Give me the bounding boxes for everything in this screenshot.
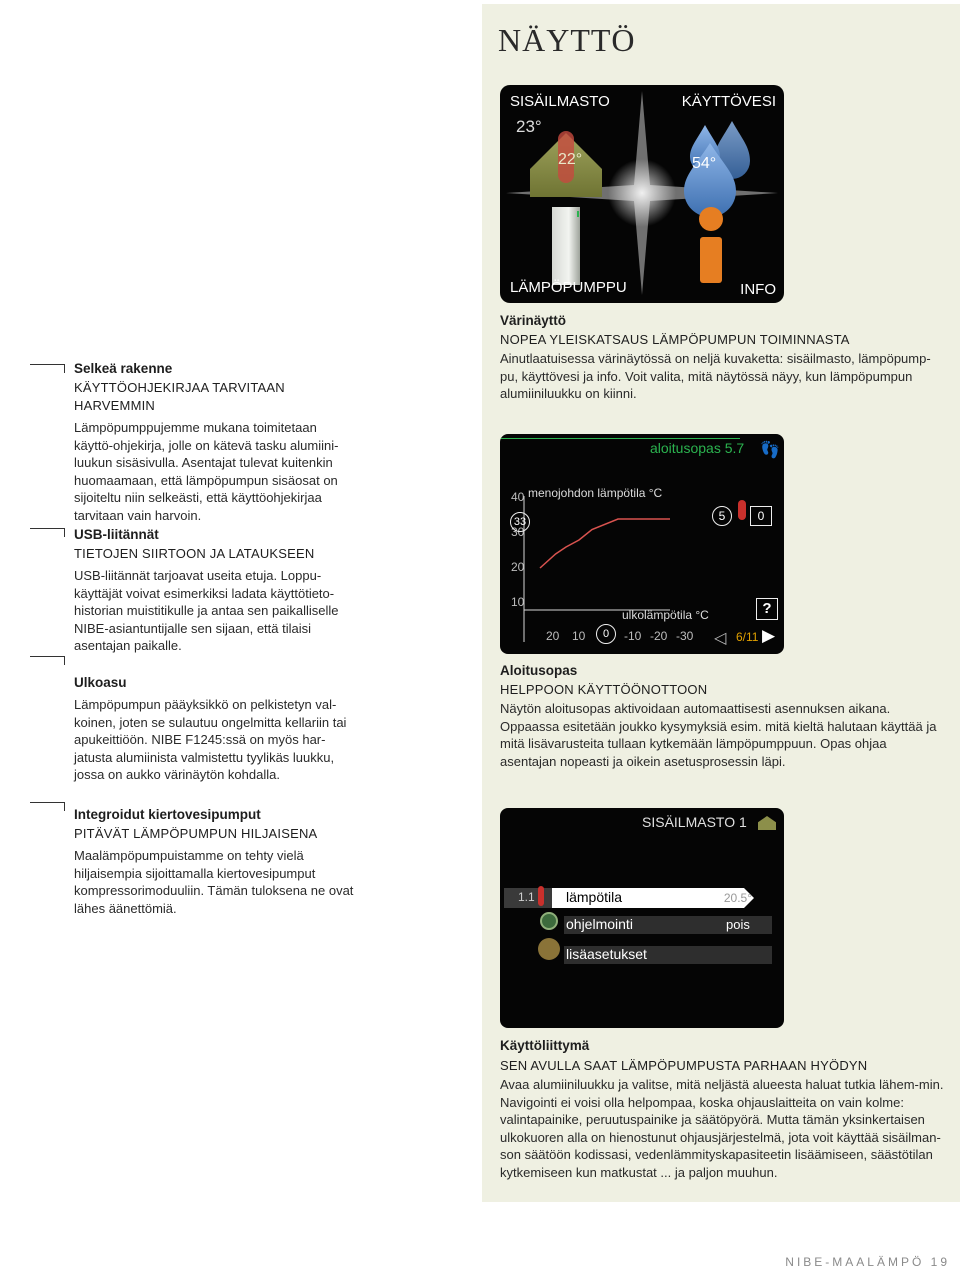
thermometer-icon (738, 500, 746, 520)
menu-item-advanced[interactable] (564, 946, 772, 964)
menu-title: SISÄILMASTO 1 (642, 814, 747, 830)
house-icon (758, 816, 776, 830)
menu-item-label: lisäasetukset (566, 946, 647, 962)
info-icon (699, 207, 723, 283)
section-heading: Käyttöliittymä (500, 1038, 590, 1053)
guide-title: aloitusopas 5.7 (650, 440, 745, 456)
menu-item-value: pois (726, 917, 750, 932)
section-body: Lämpöpumpun pääyksikkö on pelkistetyn val-koinen, joten se sulautuu ongelmitta kellariin tai apukeittiöön. NIBE F1245:ssä on myös har-jatusta alumiinista valmistettu tyylikäs luukku, jossa on aukko värinäytön kohdalla. (74, 697, 347, 782)
section-heading: Selkeä rakenne (74, 361, 173, 376)
section-subheading: NOPEA YLEISKATSAUS LÄMPÖPUMPUN TOIMINNASTA (500, 332, 850, 347)
section-circulation-pumps (74, 806, 354, 917)
bracket-line (30, 802, 65, 811)
section-usb (74, 526, 354, 655)
clock-icon (540, 912, 558, 930)
x-tick-label: 20 (546, 629, 560, 643)
section-body: USB-liitännät tarjoavat useita etuja. Loppu-käyttäjät voivat esimerkiksi ladata käyttötieto-historian muistitikulle ja antaa sen paikalliselle NIBE-asiantuntijalle sen sijaan, että tilaisi asentajan paikalle. (74, 568, 339, 653)
section-subheading: SEN AVULLA SAAT LÄMPÖPUMPUSTA PARHAAN HYÖDYN (500, 1058, 868, 1073)
back-arrow-icon[interactable]: ◁ (714, 630, 727, 647)
x-tick-label: -20 (650, 629, 668, 643)
advanced-settings-icon (538, 938, 560, 960)
section-heading: Aloitusopas (500, 663, 578, 678)
section-subheading: PITÄVÄT LÄMPÖPUMPUN HILJAISENA (74, 826, 318, 841)
section-appearance (74, 674, 354, 784)
x-tick-label: 10 (572, 629, 586, 643)
help-button[interactable]: ? (756, 598, 778, 620)
section-heading: Integroidut kiertovesipumput (74, 807, 261, 822)
section-body: Ainutlaatuisessa värinäytössä on neljä kuvaketta: sisäilmasto, lämpöpump-pu, käyttövesi ja info. Voit valita, mitä näytössä näyy, kun lämpöpumpun alumiiniluukku on kiinni. (500, 351, 931, 401)
menu-item-label: ohjelmointi (566, 916, 633, 932)
x-tick-label: -10 (624, 629, 642, 643)
curve-value[interactable]: 5 (712, 506, 732, 526)
page-footer: NIBE-MAALÄMPÖ 19 (785, 1255, 950, 1269)
menu-number: 1.1 (518, 890, 535, 904)
y-tick-label: 40 (511, 490, 525, 504)
heat-pump-icon (552, 207, 580, 285)
menu-item-temperature[interactable] (564, 888, 756, 908)
section-clear-structure (74, 360, 354, 524)
heating-curve-line (540, 519, 670, 568)
bracket-line (30, 528, 65, 537)
section-heading: USB-liitännät (74, 527, 159, 542)
y-tick-label: 30 (511, 525, 525, 539)
x-tick-label: -30 (676, 629, 694, 643)
section-subheading: KÄYTTÖOHJEKIRJAA TARVITAAN HARVEMMIN (74, 380, 285, 413)
section-start-guide (500, 662, 940, 770)
menu-item-value: 20.5° (723, 891, 752, 905)
section-heading: Värinäyttö (500, 313, 567, 328)
page-title: NÄYTTÖ (498, 22, 636, 58)
thermometer-icon (538, 886, 544, 906)
indoor-set-temp: 23° (516, 117, 542, 136)
footsteps-icon: 👣 (760, 442, 780, 459)
bracket-line (30, 364, 65, 373)
menu-screen (500, 808, 784, 1028)
offset-value[interactable]: 0 (750, 506, 772, 526)
selected-x-marker[interactable]: 0 (596, 624, 616, 644)
screen-label-hotwater[interactable]: KÄYTTÖVESI (681, 93, 776, 110)
section-user-interface (500, 1037, 950, 1181)
screen-label-heatpump[interactable]: LÄMPÖPUMPPU (510, 279, 627, 296)
display-screen (500, 85, 784, 303)
section-body: Maalämpöpumpuistamme on tehty vielä hiljaisempia sijoittamalla kiertovesipumput kompressorimoduuliin. Tämän tuloksena ne ovat lähes äänettömiä. (74, 848, 354, 916)
section-body: Avaa alumiiniluukku ja valitse, mitä neljästä alueesta haluat tutkia lähem-min. Navigointi ei voisi olla helpompaa, koska ohjauslaitteita on vain kolme: valintapainike, peruutuspainike ja säätöpyörä. Mutta tämän yksinkertaisen ulkokuoren alla on hienostunut ohjausjärjestelmä, jota voit käyttää sisäilman-son säätöön kodissasi, vedenlämmityskapasiteetin lisäämiseen, säästötilan kytkemiseen kun matkustat ... ja paljon muuhun. (500, 1077, 944, 1180)
section-heading: Ulkoasu (74, 675, 127, 690)
section-subheading: HELPPOON KÄYTTÖÖNOTTOON (500, 682, 708, 697)
section-body: Näytön aloitusopas aktivoidaan automaattisesti asennuksen aikana. Oppaassa esitetään joukko kysymyksiä esim. mitä kieltä halutaan käyttää ja mitä lisävarusteita tullaan kytkemään lämpöpumppuun. Opas ohjaa asentajan nopeasti ja oikein asetusprosessin läpi. (500, 701, 937, 769)
guide-screen (500, 434, 784, 654)
menu-item-label: lämpötila (566, 889, 623, 905)
section-subheading: TIETOJEN SIIRTOON JA LATAUKSEEN (74, 546, 315, 561)
forward-arrow-icon[interactable]: ▶ (762, 626, 776, 645)
page-indicator: 6/11 (736, 630, 759, 644)
x-axis-label: ulkolämpötila °C (622, 608, 709, 622)
screen-label-indoor[interactable]: SISÄILMASTO (510, 93, 610, 110)
section-body: Lämpöpumppujemme mukana toimitetaan käyttö-ohjekirja, jolle on kätevä tasku alumiini-luukun sisäsivulla. Asentajat tulevat kuitenkin huomaamaan, että lämpöpumpun sisäosat on sijoiteltu niin selkeästi, että käyttöohjekirjaa tarvitaan vain harvoin. (74, 420, 339, 523)
bracket-line (30, 656, 65, 665)
curve-label: menojohdon lämpötila °C (528, 486, 663, 500)
selected-y-marker[interactable]: 33 (510, 512, 530, 532)
screen-label-info[interactable]: INFO (740, 281, 776, 298)
menu-item-scheduling[interactable] (564, 916, 772, 934)
section-color-display (500, 312, 940, 403)
indoor-actual-temp: 22° (558, 151, 583, 168)
display-art (500, 85, 784, 303)
y-tick-label: 20 (511, 560, 525, 574)
y-tick-label: 10 (511, 595, 525, 609)
hotwater-temp: 54° (692, 155, 717, 172)
